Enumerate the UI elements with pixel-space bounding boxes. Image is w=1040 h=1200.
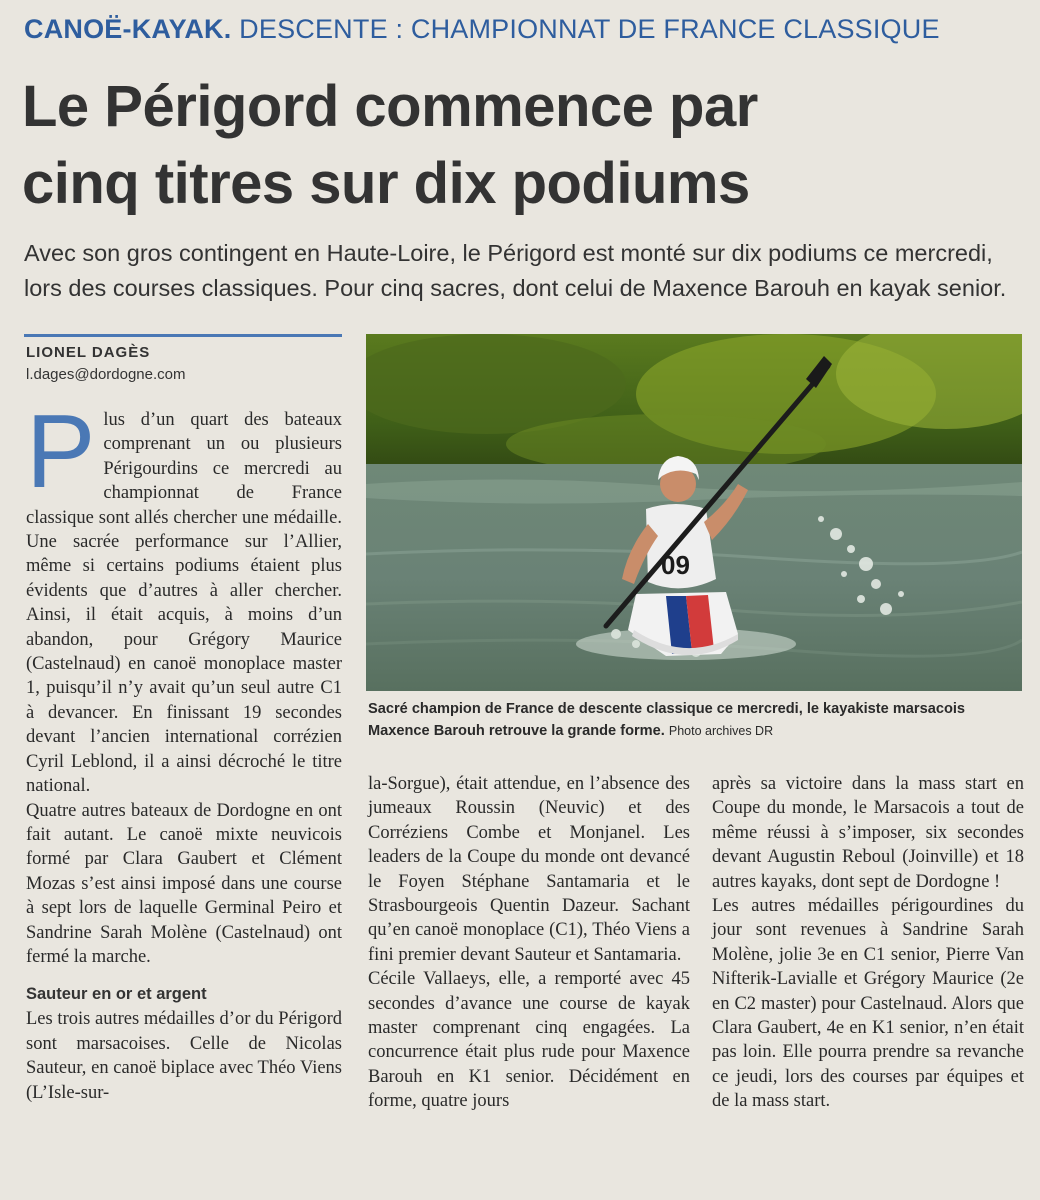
photo-caption [368, 698, 1028, 742]
caption-text: Sacré champion de France de descente classique ce mercredi, le kayakiste marsacois Maxence Barouh retrouve la grande forme. [368, 701, 966, 739]
subheading: Sauteur en or et argent [26, 985, 207, 1004]
sport-label: CANOË-KAYAK. [24, 14, 232, 44]
headline-line-2: cinq titres sur dix podiums [22, 151, 750, 216]
article-column-1 [26, 394, 342, 1105]
event-label: DESCENTE : CHAMPIONNAT DE FRANCE CLASSIQUE [239, 14, 940, 44]
headline [22, 68, 1022, 222]
article-photo [366, 334, 1022, 691]
photo-credit: Photo archives DR [668, 724, 774, 738]
standfirst: Avec son gros contingent en Haute-Loire, le Périgord est monté sur dix podiums ce mercredi, lors des courses classiques. Pour cinq sacres, dont celui de Maxence Barouh en kayak senior. [24, 240, 1007, 301]
drop-cap: P [26, 394, 96, 510]
paragraph-4-continued: après sa victoire dans la mass start en Coupe du monde, le Marsacois a tout de même réussi à s’imposer, six secondes devant Augustin Reboul (Joinville) et 18 autres kayaks, dont sept de Dordogne ! [712, 774, 1024, 892]
article-column-3 [712, 772, 1024, 1114]
paragraph-5: Les autres médailles périgourdines du jour sont revenues à Sandrine Sarah Molène, jolie 3e en C1 senior, Pierre Van Nifterik-Lavialle et Grégory Maurice (2e en C2 master) pour Castelnaud. Alors que Clara Gaubert, 4e en K1 senior, n’en était pas loin. Elle pourra prendre sa revanche ce jeudi, lors des courses par équipes et de la mass start. [712, 896, 1024, 1112]
bib-number: 09 [661, 550, 690, 580]
headline-line-1: Le Périgord commence par [22, 74, 758, 139]
paragraph-2: Quatre autres bateaux de Dordogne en ont fait autant. Le canoë mixte neuvicois formé par Clara Gaubert et Clément Mozas s’est ainsi imposé dans une course à sept lors de laquelle Germinal Peiro et Sandrine Sarah Molène (Castelnaud) ont fermé la marche. [26, 800, 342, 967]
kayaker-illustration [366, 334, 1022, 691]
author-name: LIONEL DAGÈS [26, 344, 151, 361]
author-email: l.dages@dordogne.com [26, 366, 186, 383]
paragraph-3-continued: la-Sorgue), était attendue, en l’absence des jumeaux Roussin (Neuvic) et des Corréziens Combe et Monjanel. Les leaders de la Coupe du monde ont devancé le Foyen Stéphane Santamaria et le Strasbourgeois Quentin Dazeur. Sachant qu’en canoë monoplace (C1), Théo Viens a fini premier devant Sauteur et Santamaria. [368, 774, 690, 965]
article-column-2 [368, 772, 690, 1114]
kicker [24, 14, 940, 45]
paragraph-3: Les trois autres médailles d’or du Périgord sont marsacoises. Celle de Nicolas Sauteur, en canoë biplace avec Théo Viens (L’Isle-sur- [26, 1009, 342, 1103]
paragraph-4: Cécile Vallaeys, elle, a remporté avec 45 secondes d’avance une course de kayak master comprenant cinq engagées. La concurrence était plus rude pour Maxence Barouh en K1 senior. Décidément en forme, quatre jours [368, 969, 690, 1112]
byline-rule [24, 334, 342, 337]
paragraph-1: lus d’un quart des bateaux comprenant un ou plusieurs Périgourdins ce mercredi au championnat de France classique sont allés chercher une médaille. Une sacrée performance sur l’Allier, même si certains podiums étaient plus évidents que d’autres à aller chercher. Ainsi, il était acquis, à moins d’un abandon, pour Grégory Maurice (Castelnaud) en canoë monoplace master 1, puisqu’il n’y avait qu’un seul autre C1 à devancer. En finissant 19 secondes devant l’ancien international corrézien Cyril Leblond, il a ainsi décroché le titre national. [26, 410, 342, 797]
